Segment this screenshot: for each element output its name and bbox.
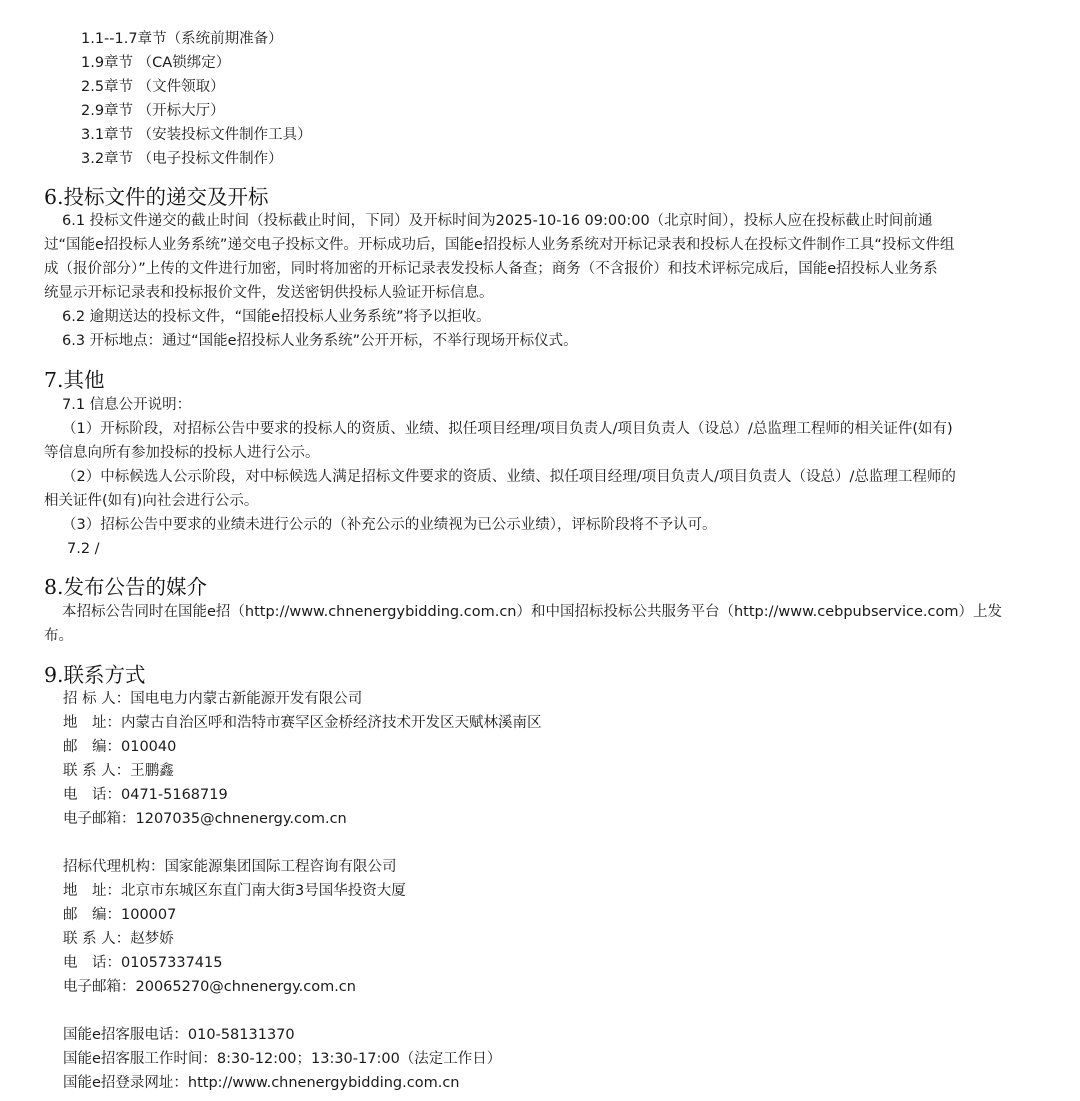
contact-line: 地 址：北京市东城区东直门南大街3号国华投资大厦 xyxy=(63,883,406,899)
section-heading-9: 9.联系方式 xyxy=(44,663,146,687)
paragraph-line: 统显示开标记录表和投标报价文件，发送密钥供投标人验证开标信息。 xyxy=(44,285,494,301)
contact-line: 电 话：0471-5168719 xyxy=(63,787,228,803)
paragraph-line: 6.2 逾期送达的投标文件，“国能e招投标人业务系统”将予以拒收。 xyxy=(62,309,491,325)
contact-line: 电子邮箱：1207035@chnenergy.com.cn xyxy=(63,811,347,827)
contact-line: 招标代理机构：国家能源集团国际工程咨询有限公司 xyxy=(63,859,397,875)
contact-line: 电子邮箱：20065270@chnenergy.com.cn xyxy=(63,979,356,995)
contact-line: 地 址：内蒙古自治区呼和浩特市赛罕区金桥经济技术开发区天赋林溪南区 xyxy=(63,715,542,731)
paragraph-line: 等信息向所有参加投标的投标人进行公示。 xyxy=(44,445,320,461)
paragraph-line: 布。 xyxy=(44,628,73,644)
paragraph-line: 成（报价部分）”上传的文件进行加密，同时将加密的开标记录表发投标人备查；商务（不含报价）和技术评标完成后，国能e招投标人业务系 xyxy=(44,261,938,277)
toc-item: 2.9章节 （开标大厅） xyxy=(81,103,225,119)
contact-line: 电 话：01057337415 xyxy=(63,955,223,971)
service-line: 国能e招客服电话：010-58131370 xyxy=(63,1027,295,1043)
paragraph-line: 相关证件(如有)向社会进行公示。 xyxy=(44,493,259,509)
paragraph-line: 6.3 开标地点：通过“国能e招投标人业务系统”公开开标，不举行现场开标仪式。 xyxy=(62,333,578,349)
section-heading-8: 8.发布公告的媒介 xyxy=(44,575,208,599)
toc-item: 3.2章节 （电子投标文件制作） xyxy=(81,151,283,167)
section-heading-7: 7.其他 xyxy=(44,368,105,392)
paragraph-line: 本招标公告同时在国能e招（http://www.chnenergybidding.com.cn）和中国招标投标公共服务平台（http://www.cebpubservice.com）上发 xyxy=(62,604,1002,620)
paragraph-line: （2）中标候选人公示阶段，对中标候选人满足招标文件要求的资质、业绩、拟任项目经理/项目负责人/项目负责人（设总）/总监理工程师的 xyxy=(62,469,956,485)
section-heading-6: 6.投标文件的递交及开标 xyxy=(44,185,269,209)
service-line: 国能e招登录网址：http://www.chnenergybidding.com.cn xyxy=(63,1075,460,1091)
service-line: 国能e招客服工作时间：8:30-12:00；13:30-17:00（法定工作日） xyxy=(63,1051,502,1067)
paragraph-line: （1）开标阶段，对招标公告中要求的投标人的资质、业绩、拟任项目经理/项目负责人/项目负责人（设总）/总监理工程师的相关证件(如有) xyxy=(62,421,953,437)
contact-line: 联 系 人：王鹏鑫 xyxy=(63,763,174,779)
paragraph-line: （3）招标公告中要求的业绩未进行公示的（补充公示的业绩视为已公示业绩），评标阶段将不予认可。 xyxy=(62,517,717,533)
toc-item: 1.1--1.7章节（系统前期准备） xyxy=(81,31,283,47)
subsection-title: 7.1 信息公开说明： xyxy=(62,397,192,413)
toc-item: 3.1章节 （安装投标文件制作工具） xyxy=(81,127,312,143)
paragraph-line: 过“国能e招投标人业务系统”递交电子投标文件。开标成功后，国能e招投标人业务系统对开标记录表和投标人在投标文件制作工具“投标文件组 xyxy=(44,237,955,253)
contact-line: 招 标 人：国电电力内蒙古新能源开发有限公司 xyxy=(63,691,363,707)
contact-line: 邮 编：010040 xyxy=(63,739,177,755)
contact-line: 联 系 人：赵梦娇 xyxy=(63,931,174,947)
toc-item: 1.9章节 （CA锁绑定） xyxy=(81,55,231,71)
toc-item: 2.5章节 （文件领取） xyxy=(81,79,225,95)
subsection-title: 7.2 / xyxy=(67,541,100,557)
paragraph-line: 6.1 投标文件递交的截止时间（投标截止时间，下同）及开标时间为2025-10-16 09:00:00（北京时间），投标人应在投标截止时间前通 xyxy=(62,213,933,229)
contact-line: 邮 编：100007 xyxy=(63,907,177,923)
